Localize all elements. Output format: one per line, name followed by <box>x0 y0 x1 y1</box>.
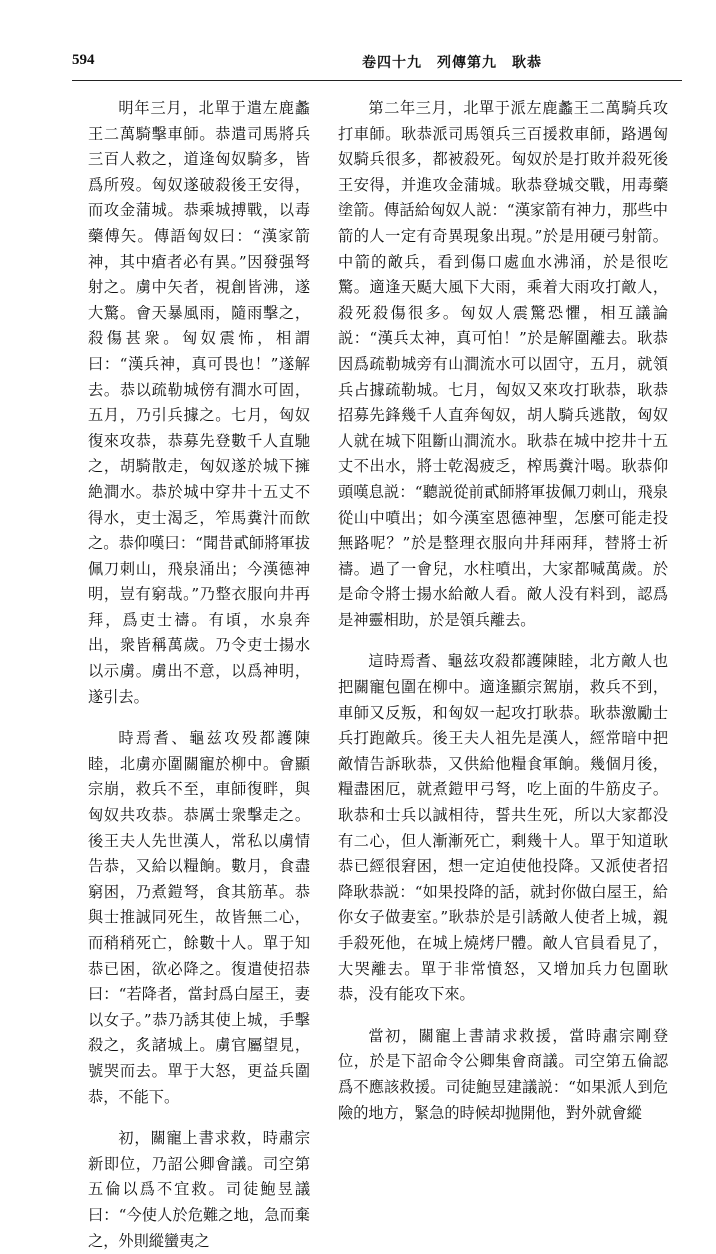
classical-paragraph: 時焉耆、龜兹攻殁都護陳睦，北虜亦圍關寵於柳中。會顯宗崩，救兵不至，車師復畔，與匈奴共攻恭。恭厲士衆擊走之。後王夫人先世漢人，常私以虜情告恭，又給以糧餉。數月，食盡窮困，乃煮鎧弩，食其筋革。恭與士推誠同死生，故皆無二心，而稍稍死亡，餘數十人。單于知恭已困，欲必降之。復遣使招恭曰：“若降者，當封爲白屋王，妻以女子。”恭乃誘其使上城，手擊殺之，炙諸城上。虜官屬望見，號哭而去。單于大怒，更益兵圍恭，不能下。 <box>88 729 310 1106</box>
classical-paragraph: 初，關寵上書求救，時肅宗新即位，乃詔公卿會議。司空第五倫以爲不宜救。司徒鮑昱議曰：“今使人於危難之地，急而棄之，外則縱蠻夷之 <box>88 1129 310 1250</box>
classical-paragraph: 明年三月，北單于遣左鹿蠡王二萬騎擊車師。恭遣司馬將兵三百人救之，道逢匈奴騎多，皆爲所歿。匈奴遂破殺後王安得，而攻金蒲城。恭乘城搏戰，以毒藥傅矢。傳語匈奴曰：“漢家箭神，其中瘡者必有異。”因發强弩射之。虜中矢者，視創皆沸，遂大驚。會天暴風雨，隨雨擊之，殺傷甚衆。匈奴震怖，相謂曰：“漢兵神，真可畏也！”遂解去。恭以疏勒城傍有澗水可固，五月，乃引兵據之。七月，匈奴復來攻恭，恭募先登數千人直馳之，胡騎散走，匈奴遂於城下擁絶澗水。恭於城中穿井十五丈不得水，吏士渴乏，笮馬糞汁而飲之。恭仰嘆曰：“聞昔貳師將軍拔佩刀刺山，飛泉涌出；今漢德神明，豈有窮哉。”乃整衣服向井再拜，爲吏士禱。有頃，水泉奔出，衆皆稱萬歲。乃令吏士揚水以示虜。虜出不意，以爲神明，遂引去。 <box>88 99 310 706</box>
translation-column <box>338 96 668 1126</box>
translation-paragraph: 當初，關寵上書請求救援，當時肅宗剛登位，於是下詔命令公卿集會商議。司空第五倫認爲不應該救援。司徒鮑昱建議説：“如果派人到危險的地方，緊急的時候却抛開他，對外就會縱 <box>338 1026 668 1122</box>
classical-text-column <box>88 96 310 1254</box>
running-title: 卷四十九 列傳第九 耿恭 <box>362 55 542 71</box>
translation-paragraph: 這時焉耆、龜兹攻殺都護陳睦，北方敵人也把關寵包圍在柳中。適逢顯宗駕崩，救兵不到，車師又反叛，和匈奴一起攻打耿恭。耿恭激勵士兵打跑敵兵。後王夫人祖先是漢人，經常暗中把敵情告訴耿恭，又供給他糧食軍餉。幾個月後，糧盡困厄，就煮鎧甲弓弩，吃上面的牛筋皮子。耿恭和士兵以誠相待，誓共生死，所以大家都没有二心，但人漸漸死亡，剩幾十人。單于知道耿恭已經很窘困，想一定迫使他投降。又派使者招降耿恭説：“如果投降的話，就封你做白屋王，給你女子做妻室。”耿恭於是引誘敵人使者上城，親手殺死他，在城上燒烤尸體。敵人官員看見了，大哭離去。單于非常憤怒，又增加兵力包圍耿恭，没有能攻下來。 <box>338 652 668 1004</box>
header-rule <box>72 80 682 81</box>
translation-paragraph: 第二年三月，北單于派左鹿蠡王二萬騎兵攻打車師。耿恭派司馬領兵三百援救車師，路遇匈奴騎兵很多，都被殺死。匈奴於是打敗并殺死後王安得，并進攻金蒲城。耿恭登城交戰，用毒藥塗箭。傳話給匈奴人説：“漢家箭有神力，那些中箭的人一定有奇異現象出現。”於是用硬弓射箭。中箭的敵兵，看到傷口處血水沸涌，於是很吃驚。適逢天颳大風下大雨，乘着大雨攻打敵人，殺死殺傷很多。匈奴人震驚恐懼，相互議論説：“漢兵太神，真可怕！”於是解圍離去。耿恭因爲疏勒城旁有山澗流水可以固守，五月，就領兵占據疏勒城。七月，匈奴又來攻打耿恭，耿恭招募先鋒幾千人直奔匈奴，胡人騎兵逃散，匈奴人就在城下阻斷山澗流水。耿恭在城中挖井十五丈不出水，將士乾渴疲乏，榨馬糞汁喝。耿恭仰頭嘆息説：“聽説從前貳師將軍拔佩刀刺山，飛泉從山中噴出；如今漢室恩德神聖，怎麼可能走投無路呢？”於是整理衣服向井拜兩拜，替將士祈禱。過了一會兒，水柱噴出，大家都喊萬歲。於是命令將士揚水給敵人看。敵人没有料到，認爲是神靈相助，於是領兵離去。 <box>338 99 668 629</box>
page-number: 594 <box>72 52 95 68</box>
page-header <box>72 52 672 74</box>
